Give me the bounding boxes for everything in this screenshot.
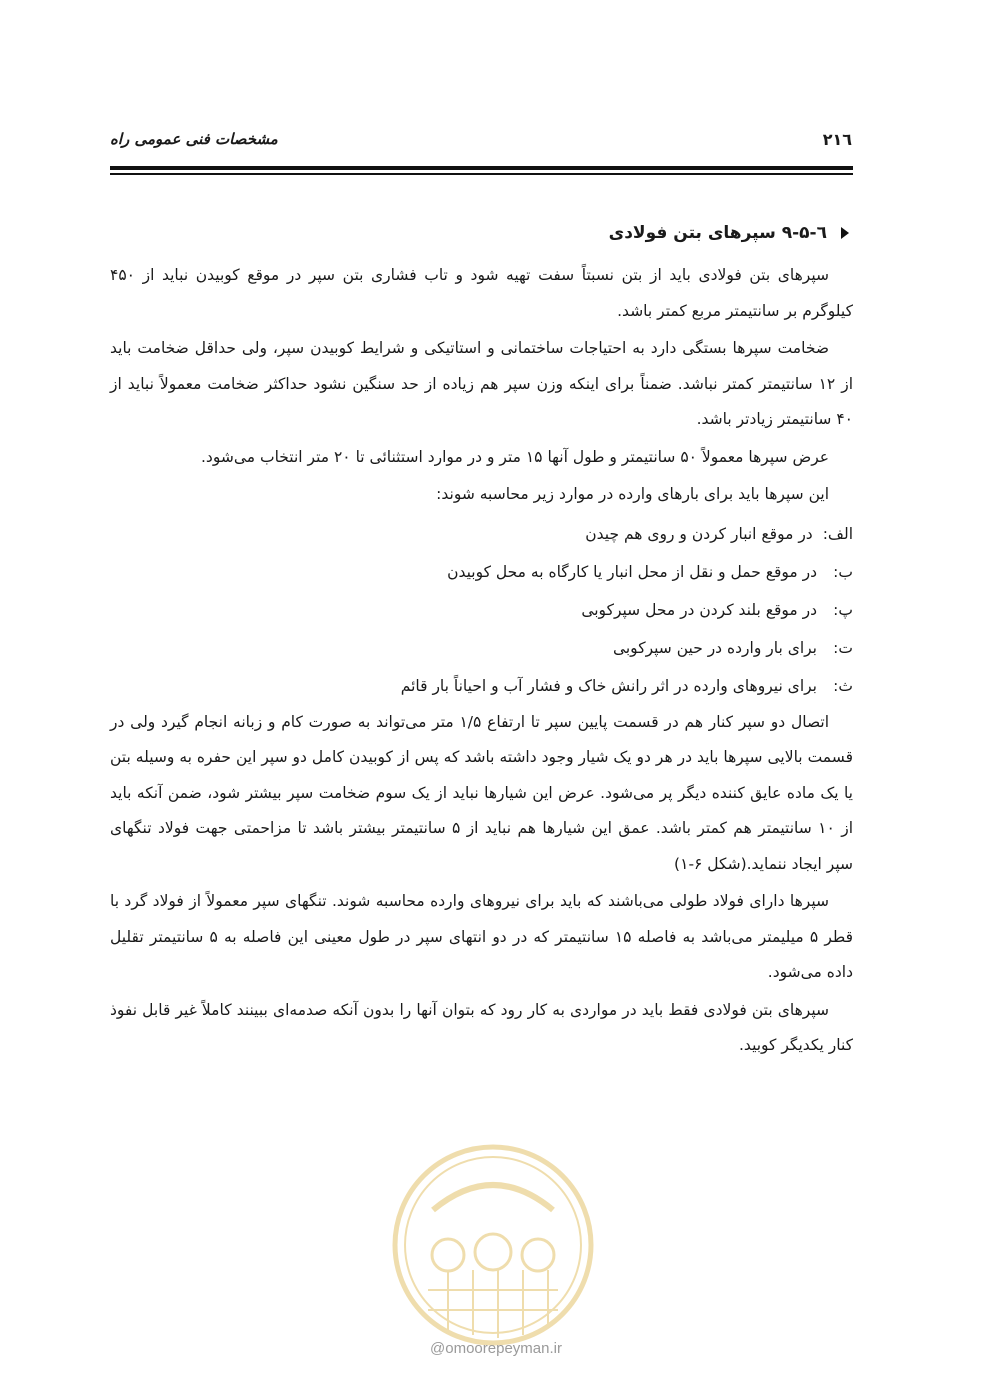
- list-marker: ث:: [833, 676, 853, 695]
- list-item-text: در موقع بلند کردن در محل سپرکوبی: [581, 600, 817, 619]
- list-marker: ب:: [833, 562, 853, 581]
- list-item: [110, 515, 853, 553]
- list-item: [110, 591, 853, 629]
- list-item-text: در موقع حمل و نقل از محل انبار یا کارگاه به محل کوبیدن: [447, 562, 817, 581]
- list-marker: ت:: [833, 638, 853, 657]
- running-title: مشخصات فنی عمومی راه: [110, 130, 278, 148]
- list-item-text: برای نیروهای وارده در اثر رانش خاک و فشار آب و احیاناً بار قائم: [400, 676, 817, 695]
- page-header: [110, 128, 852, 160]
- watermark-logo: [388, 1140, 598, 1350]
- list-item: [110, 667, 853, 705]
- watermark-url: @omoorepeyman.ir: [430, 1340, 562, 1357]
- list-item-text: در موقع انبار کردن و روی هم چیدن: [585, 524, 813, 543]
- section-heading: [110, 214, 853, 252]
- paragraph-2: ضخامت سپرها بستگی دارد به احتیاجات ساختمانی و استاتیکی و شرایط کوبیدن سپر، ولی حداقل ضخامت باید از ۱۲ سانتیمتر کمتر نباشد. ضمناً برای اینکه وزن سپر هم زیاده از حد سنگین نشود حداکثر ضخامت معمولاً نباید از ۴۰ سانتیمتر زیادتر باشد.: [110, 339, 854, 428]
- paragraph-4: این سپرها باید برای بارهای وارده در موارد زیر محاسبه شوند:: [436, 485, 829, 503]
- paragraph-3: عرض سپرها معمولاً ۵۰ سانتیمتر و طول آنها ۱۵ متر و در موارد استثنائی تا ۲۰ متر انتخاب می‌شود.: [201, 447, 829, 466]
- load-cases-list: [110, 515, 853, 705]
- list-item-text: برای بار وارده در حین سپرکوبی: [612, 638, 817, 657]
- list-item: [110, 553, 853, 591]
- list-item: [110, 629, 853, 667]
- paragraph-1: سپرهای بتن فولادی باید از بتن نسبتاً سفت تهیه شود و تاب فشاری بتن سپر در موقع کوبیدن نباید از ۴۵۰ کیلوگرم بر سانتیمتر مربع کمتر باشد.: [110, 266, 853, 320]
- page-number: ۲۱٦: [822, 130, 852, 149]
- paragraph-6: سپرها دارای فولاد طولی می‌باشند که باید برای نیروهای وارده محاسبه شوند. تنگهای سپر معمولاً از فولاد گرد با قطر ۵ میلیمتر می‌باشد به فاصله ۱۵ سانتیمتر که در دو انتهای سپر در طول معینی این فاصله به ۵ سانتیمتر تقلیل داده می‌شود.: [110, 892, 854, 981]
- triangle-bullet-icon: [841, 227, 849, 239]
- list-marker: الف:: [822, 524, 853, 543]
- list-marker: پ:: [833, 600, 853, 619]
- header-rule-thin: [110, 173, 853, 175]
- page-body: [110, 214, 853, 1066]
- paragraph-5: اتصال دو سپر کنار هم در قسمت پایین سپر تا ارتفاع ۱/۵ متر می‌تواند به صورت کام و زبانه انجام گیرد ولی در قسمت بالایی سپرها باید در هر دو یک شیار وجود داشته باشد که پس از کوبیدن کامل دو سپر این حفره به وسیله بتن یا یک ماده عایق کننده دیگر پر می‌شود. عرض این شیارها نباید از یک سوم ضخامت سپر بیشتر شود، ضمن آنکه باید از ۱۰ سانتیمتر هم کمتر باشد. عمق این شیارها هم نباید از ۵ سانتیمتر بیشتر باشد تا مزاحمتی جهت فولاد تنگهای سپر ایجاد ننماید.(شکل ۶-۱): [110, 712, 854, 873]
- section-heading-text: ٦-۹-۵ سپرهای بتن فولادی: [608, 223, 827, 243]
- header-rule-thick: [110, 166, 853, 170]
- paragraph-7: سپرهای بتن فولادی فقط باید در مواردی به کار رود که بتوان آنها را بدون آنکه صدمه‌ای ببینند کاملاً غیر قابل نفوذ کنار یکدیگر کوبید.: [110, 1000, 853, 1054]
